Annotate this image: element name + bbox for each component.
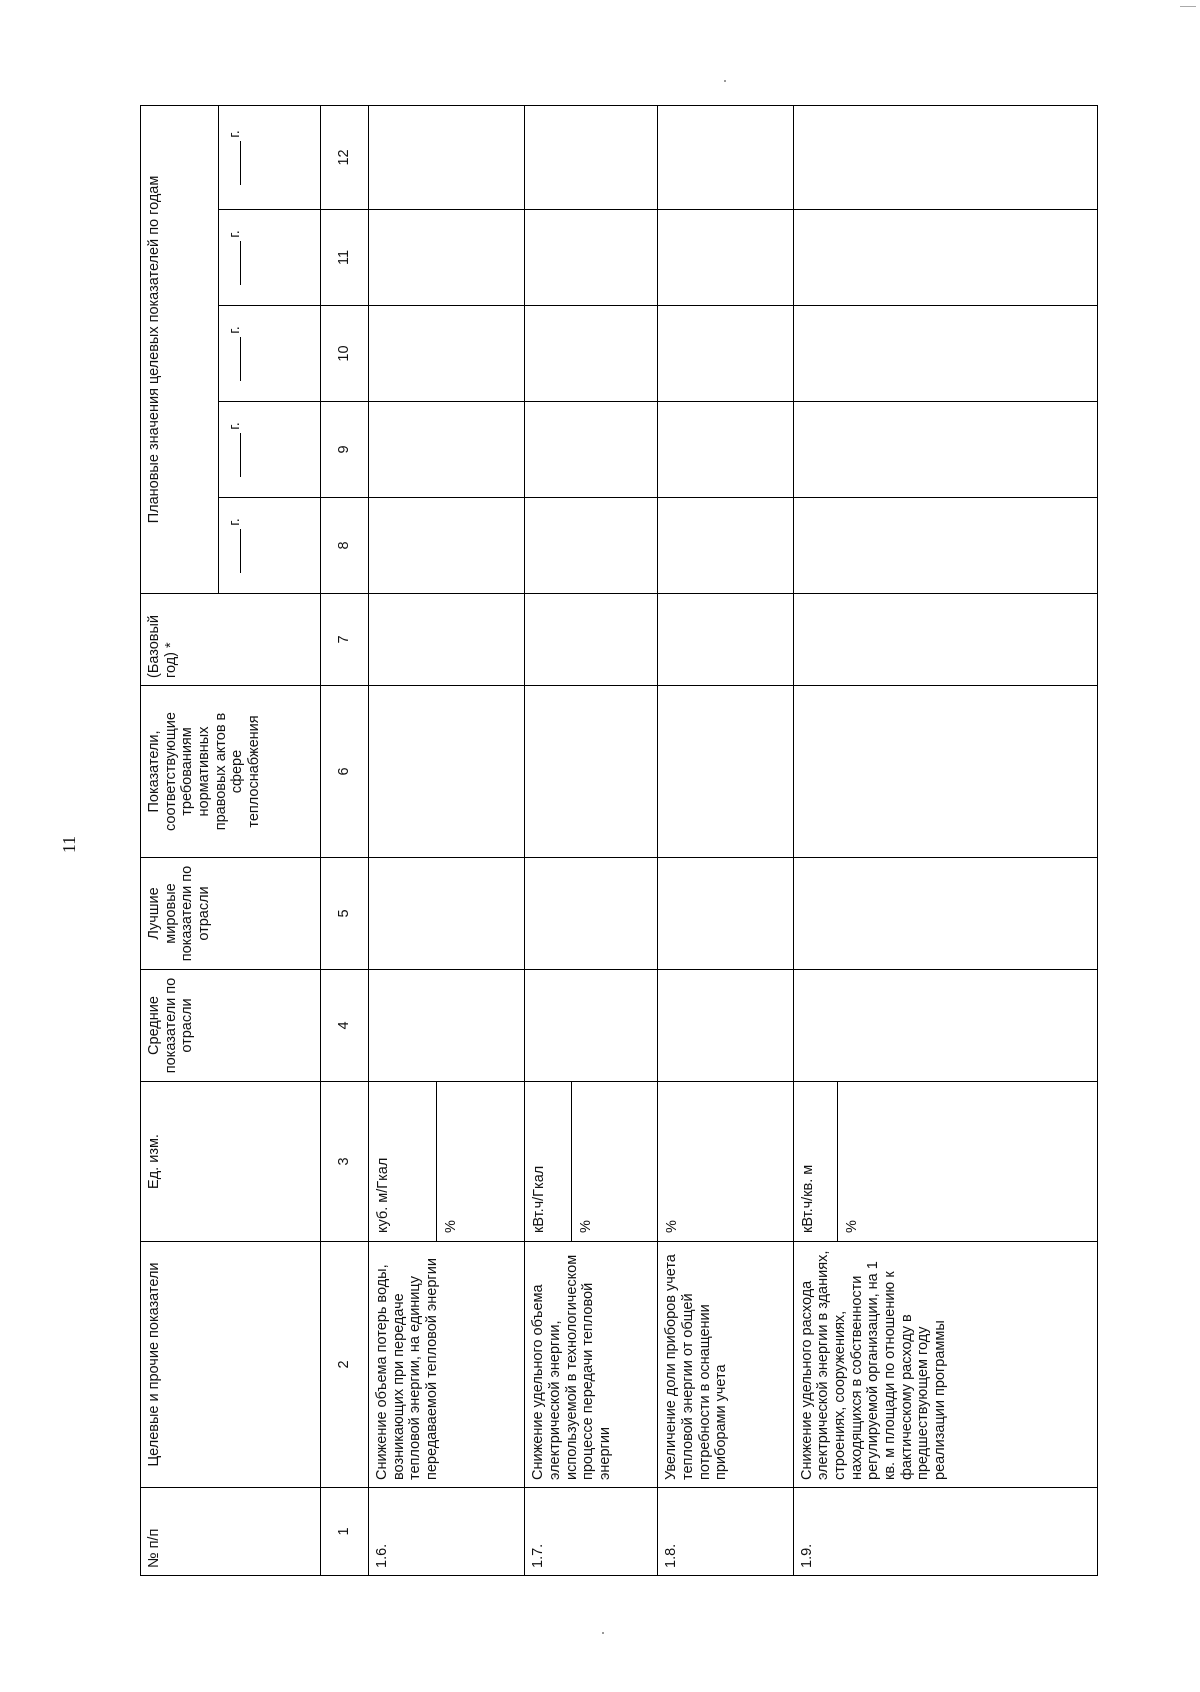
- year-blank: [240, 337, 241, 381]
- row-unit: куб. м/Гкал: [369, 1082, 437, 1242]
- empty-cell: [793, 105, 1097, 209]
- empty-cell: [793, 686, 1097, 858]
- row-unit: %: [571, 1082, 658, 1242]
- header-world-best: Лучшие мировые показатели по отрасли: [141, 858, 321, 970]
- empty-cell: [658, 686, 793, 858]
- indicators-table: [140, 105, 1098, 1576]
- scan-artifact: [602, 1632, 604, 1634]
- column-number: 2: [321, 1242, 369, 1488]
- column-number: 7: [321, 594, 369, 686]
- empty-cell: [658, 105, 793, 209]
- table-row: [658, 105, 793, 1575]
- empty-cell: [658, 970, 793, 1082]
- year-blank: [240, 141, 241, 185]
- header-year-10: [219, 306, 321, 402]
- empty-cell: [369, 498, 525, 594]
- scan-artifact: [724, 80, 726, 82]
- table-row: [793, 105, 837, 1575]
- empty-cell: [658, 498, 793, 594]
- header-year-11: [219, 210, 321, 306]
- empty-cell: [525, 970, 658, 1082]
- row-unit: кВт.ч/Гкал: [525, 1082, 571, 1242]
- empty-cell: [525, 498, 658, 594]
- row-indicator: Снижение объема потерь воды, возникающих при передаче тепловой энергии, на единицу передаваемой тепловой энергии: [369, 1242, 525, 1488]
- empty-cell: [793, 210, 1097, 306]
- year-suffix: г.: [227, 326, 243, 334]
- empty-cell: [525, 210, 658, 306]
- row-number: 1.9.: [793, 1488, 1097, 1576]
- year-suffix: г.: [227, 230, 243, 238]
- indicators-table-container: [140, 106, 1098, 1576]
- empty-cell: [658, 306, 793, 402]
- empty-cell: [369, 210, 525, 306]
- row-number: 1.6.: [369, 1488, 525, 1576]
- column-number: 8: [321, 498, 369, 594]
- empty-cell: [369, 594, 525, 686]
- empty-cell: [525, 858, 658, 970]
- year-blank: [240, 241, 241, 285]
- header-regulatory: Показатели, соответствующие требованиям нормативных правовых актов в сфере теплоснабжения: [141, 686, 321, 858]
- row-unit: %: [838, 1082, 1098, 1242]
- empty-cell: [525, 306, 658, 402]
- empty-cell: [658, 402, 793, 498]
- column-number: 3: [321, 1082, 369, 1242]
- empty-cell: [369, 105, 525, 209]
- column-number: 4: [321, 970, 369, 1082]
- year-blank: [240, 433, 241, 477]
- header-year-9: [219, 402, 321, 498]
- empty-cell: [525, 686, 658, 858]
- page-number: 11: [59, 835, 80, 854]
- empty-cell: [369, 686, 525, 858]
- year-suffix: г.: [227, 518, 243, 526]
- empty-cell: [793, 306, 1097, 402]
- empty-cell: [369, 306, 525, 402]
- row-unit: %: [658, 1082, 793, 1242]
- empty-cell: [793, 858, 1097, 970]
- header-number: № п/п: [141, 1488, 321, 1576]
- empty-cell: [658, 594, 793, 686]
- empty-cell: [658, 210, 793, 306]
- empty-cell: [369, 970, 525, 1082]
- row-indicator: Снижение удельного объема электрической энергии, используемой в технологическом процессе передачи тепловой энергии: [525, 1242, 658, 1488]
- empty-cell: [793, 402, 1097, 498]
- empty-cell: [525, 402, 658, 498]
- empty-cell: [793, 970, 1097, 1082]
- row-indicator: Снижение удельного расхода электрической энергии в зданиях, строениях, сооружениях, находящихся в собственности регулируемой организации, на 1 кв. м площади по отношению к фактическому расходу в предшествующем году реализации программы: [793, 1242, 1097, 1488]
- empty-cell: [793, 498, 1097, 594]
- empty-cell: [793, 594, 1097, 686]
- row-number: 1.7.: [525, 1488, 658, 1576]
- header-indicators: Целевые и прочие показатели: [141, 1242, 321, 1488]
- table-row: [525, 105, 571, 1575]
- header-year-12: [219, 105, 321, 209]
- header-industry-average: Средние показатели по отрасли: [141, 970, 321, 1082]
- row-number: 1.8.: [658, 1488, 793, 1576]
- year-blank: [240, 529, 241, 573]
- row-unit: кВт.ч/кв. м: [793, 1082, 837, 1242]
- header-year-8: [219, 498, 321, 594]
- column-number: 11: [321, 210, 369, 306]
- row-unit: %: [436, 1082, 525, 1242]
- column-number: 6: [321, 686, 369, 858]
- year-suffix: г.: [227, 130, 243, 138]
- header-planned-values: Плановые значения целевых показателей по годам: [141, 105, 219, 593]
- empty-cell: [525, 105, 658, 209]
- column-number: 10: [321, 306, 369, 402]
- header-base-year: (Базовый год) *: [141, 594, 321, 686]
- table-row: [369, 105, 437, 1575]
- empty-cell: [525, 594, 658, 686]
- row-indicator: Увеличение доли приборов учета тепловой энергии от общей потребности в оснащении приборами учета: [658, 1242, 793, 1488]
- empty-cell: [658, 858, 793, 970]
- column-number: 1: [321, 1488, 369, 1576]
- column-number: 9: [321, 402, 369, 498]
- header-unit: Ед. изм.: [141, 1082, 321, 1242]
- scan-artifact: [1180, 6, 1196, 7]
- year-suffix: г.: [227, 422, 243, 430]
- empty-cell: [369, 858, 525, 970]
- empty-cell: [369, 402, 525, 498]
- column-number: 12: [321, 105, 369, 209]
- column-number: 5: [321, 858, 369, 970]
